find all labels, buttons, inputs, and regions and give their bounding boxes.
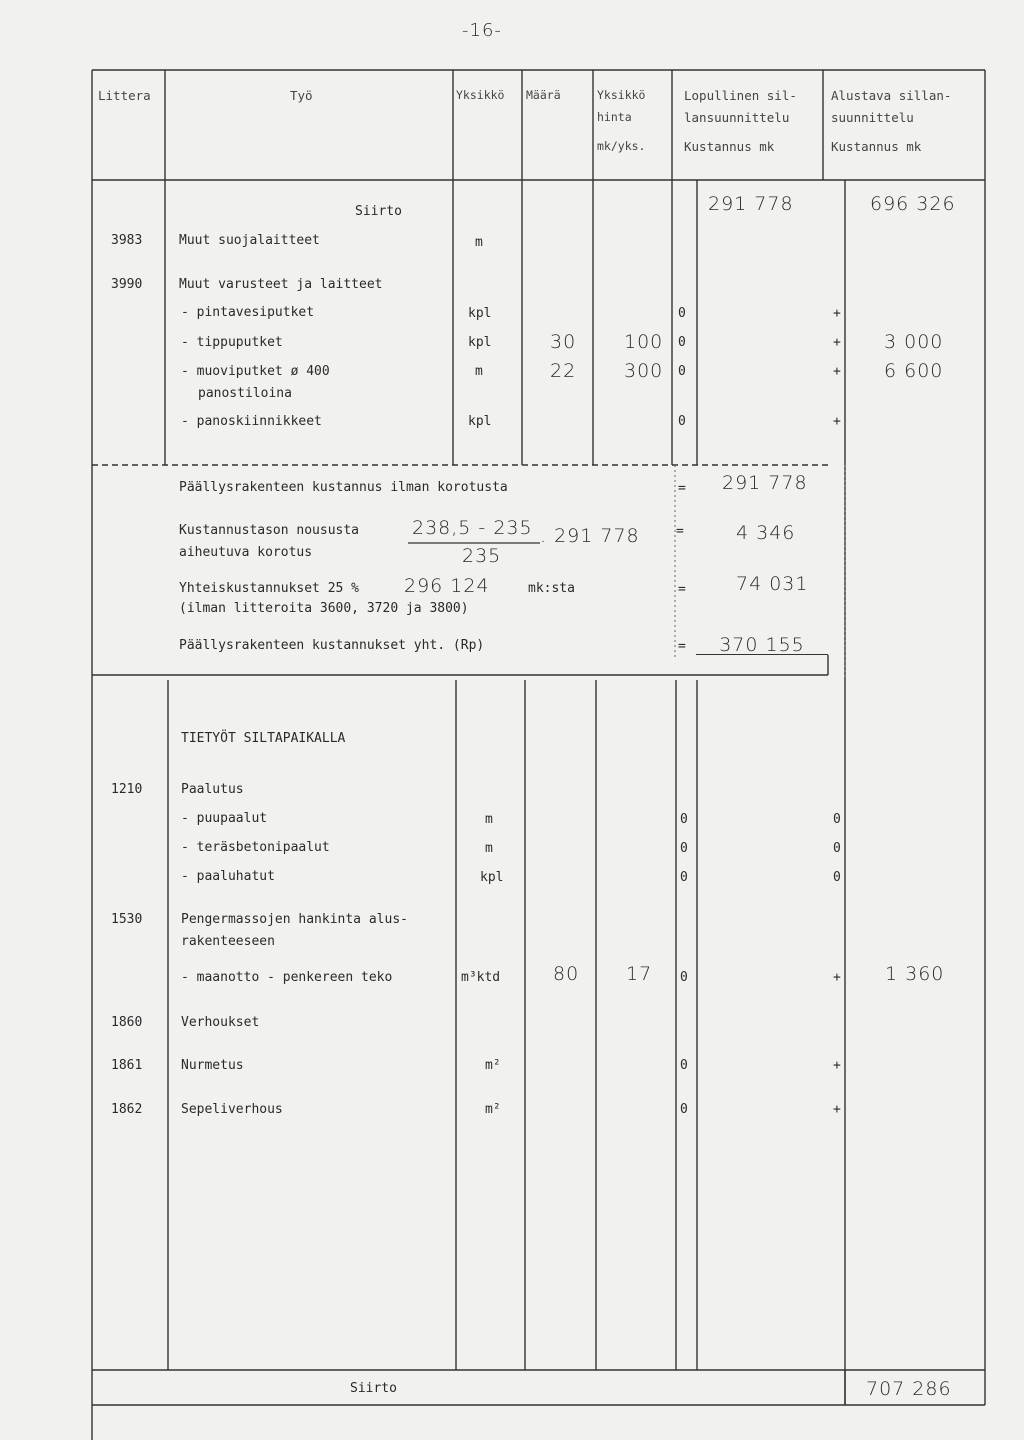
unit-m3ktd: m³ktd (461, 970, 501, 985)
hinta-value: 300 (624, 360, 664, 382)
summary-line2-label2: aiheutuva korotus (179, 545, 313, 560)
row-sepeliverhous: Sepeliverhous (181, 1102, 283, 1117)
header-yksikko: Yksikkö (456, 88, 505, 102)
summary-line2-numerator: 238,5 - 235 (412, 517, 533, 539)
section-title: TIETYÖT SILTAPAIKALLA (181, 731, 346, 746)
row-terasbetonipaalut: - teräsbetonipaalut (181, 840, 330, 855)
unit-m2: m² (485, 1102, 501, 1117)
summary-line3-label: Yhteiskustannukset 25 % (179, 581, 360, 596)
alu-plus: + (833, 364, 841, 379)
summary-line2-label1: Kustannustason noususta (179, 523, 360, 538)
maara-value: 30 (550, 331, 577, 353)
alu-plus: + (833, 1102, 841, 1117)
header-alustava-3: Kustannus mk (831, 139, 922, 154)
unit-kpl: kpl (468, 414, 492, 429)
summary-line4-eq: = (678, 639, 686, 654)
alu-value: 0 (833, 841, 841, 856)
lop-value: 0 (680, 1102, 688, 1117)
lop-value: 0 (680, 870, 688, 885)
page-number: -16- (462, 20, 502, 41)
hinta-value: 17 (626, 963, 653, 985)
header-lopullinen-2: lansuunnittelu (684, 110, 790, 125)
row-muut-suojalaitteet: Muut suojalaitteet (179, 233, 320, 248)
littera-1861: 1861 (111, 1058, 143, 1073)
littera-1210: 1210 (111, 782, 143, 797)
header-yksikko-hinta-1: Yksikkö (597, 88, 646, 102)
unit-kpl: kpl (468, 306, 492, 321)
summary-line2-value: 4 346 (736, 522, 796, 544)
lop-value: 0 (678, 306, 686, 321)
row-pengermassojen: Pengermassojen hankinta alus- (181, 912, 408, 927)
summary-line3-amount: 296 124 (404, 575, 490, 597)
unit-m: m (475, 364, 483, 379)
unit-m: m (475, 235, 483, 250)
unit-kpl: kpl (468, 335, 492, 350)
summary-line3-value: 74 031 (736, 573, 809, 595)
littera-1860: 1860 (111, 1015, 143, 1030)
alu-plus: + (833, 1058, 841, 1073)
littera-1862: 1862 (111, 1102, 143, 1117)
header-littera: Littera (98, 88, 151, 103)
row-tippuputket: - tippuputket (181, 335, 283, 350)
summary-line3-eq: = (678, 582, 686, 597)
transfer-in-label: Siirto (355, 204, 402, 219)
header-lopullinen-1: Lopullinen sil- (684, 88, 797, 103)
header-tyo: Työ (290, 88, 313, 103)
summary-line4-value: 370 155 (696, 634, 828, 655)
alu-plus: + (833, 414, 841, 429)
transfer-in-alustava: 696 326 (870, 193, 956, 215)
littera-3990: 3990 (111, 277, 143, 292)
row-verhoukset: Verhoukset (181, 1015, 260, 1030)
row-nurmetus: Nurmetus (181, 1058, 244, 1073)
summary-line2-times: . 291 778 (540, 525, 640, 547)
transfer-in-lopullinen: 291 778 (708, 193, 794, 215)
maara-value: 22 (550, 360, 577, 382)
alu-value: 6 600 (884, 360, 944, 382)
header-yksikko-hinta-2: hinta (597, 110, 632, 124)
lop-value: 0 (680, 812, 688, 827)
alu-value: 1 360 (885, 963, 945, 985)
summary-line4-label: Päällysrakenteen kustannukset yht. (Rp) (179, 638, 485, 653)
alu-plus: + (833, 306, 841, 321)
row-maanotto: - maanotto - penkereen teko (181, 970, 393, 985)
summary-line2-denominator: 235 (462, 545, 502, 567)
row-puupaalut: - puupaalut (181, 811, 268, 826)
summary-line3-note: (ilman litteroita 3600, 3720 ja 3800) (179, 601, 469, 616)
summary-line2-eq: = (676, 524, 684, 539)
alu-plus: + (833, 970, 841, 985)
lop-value: 0 (680, 841, 688, 856)
row-muoviputket: - muoviputket ø 400 (181, 364, 330, 379)
transfer-out-alustava: 707 286 (866, 1378, 952, 1400)
transfer-out-label: Siirto (350, 1381, 397, 1396)
lop-value: 0 (680, 1058, 688, 1073)
alu-plus: + (833, 335, 841, 350)
lop-value: 0 (678, 335, 686, 350)
unit-m: m (485, 812, 493, 827)
alu-value: 3 000 (884, 331, 944, 353)
summary-line1-label: Päällysrakenteen kustannus ilman korotusta (179, 480, 508, 495)
hinta-value: 100 (624, 331, 664, 353)
unit-m2: m² (485, 1058, 501, 1073)
row-paalutus: Paalutus (181, 782, 244, 797)
row-muut-varusteet: Muut varusteet ja laitteet (179, 277, 383, 292)
summary-line1-eq: = (678, 481, 686, 496)
summary-line1-value: 291 778 (722, 472, 808, 494)
header-maara: Määrä (526, 88, 561, 102)
lop-value: 0 (678, 414, 686, 429)
alu-value: 0 (833, 870, 841, 885)
lop-value: 0 (680, 970, 688, 985)
row-pintavesiputket: - pintavesiputket (181, 305, 315, 320)
alu-value: 0 (833, 812, 841, 827)
lop-value: 0 (678, 364, 686, 379)
maara-value: 80 (553, 963, 580, 985)
row-paaluhatut: - paaluhatut (181, 869, 275, 884)
row-panoskiinnikkeet: - panoskiinnikkeet (181, 414, 322, 429)
unit-kpl: kpl (480, 870, 504, 885)
header-alustava-1: Alustava sillan- (831, 88, 952, 103)
littera-1530: 1530 (111, 912, 143, 927)
row-rakenteeseen: rakenteeseen (181, 934, 275, 949)
header-alustava-2: suunnittelu (831, 110, 914, 125)
unit-m: m (485, 841, 493, 856)
header-lopullinen-3: Kustannus mk (684, 139, 775, 154)
littera-3983: 3983 (111, 233, 143, 248)
header-yksikko-hinta-3: mk/yks. (597, 139, 646, 153)
row-panostiloina: panostiloina (198, 386, 292, 401)
summary-line3-unit: mk:sta (528, 581, 575, 596)
